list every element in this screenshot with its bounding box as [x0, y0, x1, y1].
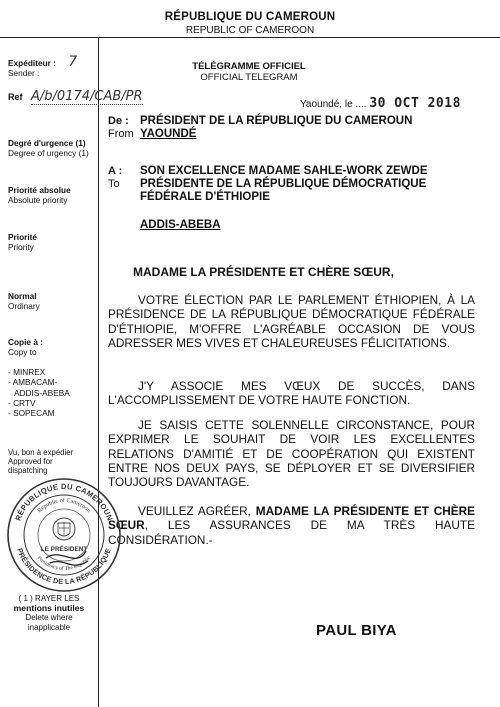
from-label-block	[108, 115, 134, 141]
header-rule	[0, 37, 500, 38]
normal-block	[8, 292, 40, 311]
normal-fr: Normal	[8, 291, 37, 301]
copy-item: - AMBACAM-	[8, 377, 58, 388]
to-label-block	[108, 165, 122, 191]
seal-inner-top: Republic of Cameroon	[36, 497, 92, 515]
to-label-fr: A :	[108, 165, 123, 177]
ref-block	[8, 89, 143, 104]
closing-start: VEUILLEZ AGRÉER,	[138, 504, 256, 518]
to-block	[140, 165, 428, 204]
normal-en: Ordinary	[8, 300, 40, 311]
footnote-line-4: inapplicable	[27, 622, 71, 632]
from-block	[140, 115, 412, 141]
urgency-block	[8, 139, 89, 158]
priority-block	[8, 233, 37, 252]
footnote	[4, 594, 94, 632]
from-label-en: From	[108, 128, 134, 140]
date-line	[300, 96, 461, 111]
sidebar-divider	[98, 37, 99, 707]
telegram-title-en: OFFICIAL TELEGRAM	[200, 72, 298, 83]
header-title-fr: RÉPUBLIQUE DU CAMEROUN	[164, 11, 336, 23]
footnote-line-3: Delete where	[25, 613, 73, 622]
priority-fr: Priorité	[8, 232, 38, 242]
to-city: ADDIS-ABEBA	[140, 219, 221, 231]
urgency-label-fr: Degré d'urgence (1)	[8, 138, 86, 148]
urgency-label-en: Degree of urgency (1)	[8, 147, 89, 158]
telegram-title-fr: TÉLÉGRAMME OFFICIEL	[192, 61, 306, 72]
footnote-line-2: mentions inutiles	[13, 602, 85, 613]
seal-outer-bottom: PRÉSIDENCE DE LA RÉPUBLIQUE	[15, 546, 113, 587]
copy-block	[8, 338, 43, 357]
absolute-priority-fr: Priorité absolue	[8, 185, 71, 195]
ref-value: A/b/0174/CAB/PR	[31, 89, 143, 104]
approved-fr: Vu, bon à expédier	[8, 448, 74, 457]
seal-center-text: LE PRÉSIDENT	[40, 546, 88, 553]
seal-outer-top: RÉPUBLIQUE DU CAMEROUN	[13, 481, 115, 523]
ref-label: Ref	[8, 92, 23, 102]
sender-value: 7	[68, 54, 78, 70]
signature-name: PAUL BIYA	[316, 622, 397, 639]
approved-en-2: dispatching	[8, 466, 48, 475]
sender-block	[8, 54, 78, 78]
closing-end: , LES ASSURANCES DE MA TRÈS HAUTE CONSIDÉRATION.-	[108, 518, 475, 547]
copy-item: - CRTV	[8, 397, 36, 408]
approved-block	[8, 448, 73, 475]
from-line-1: PRÉSIDENT DE LA RÉPUBLIQUE DU CAMEROUN	[140, 115, 413, 127]
copy-item: - SOPECAM	[8, 408, 55, 419]
paragraph-4	[108, 504, 475, 547]
header-title-en: REPUBLIC OF CAMEROON	[185, 25, 315, 36]
paragraph-3: JE SAISIS CETTE SOLENNELLE CIRCONSTANCE, POUR EXPRIMER LE SOUHAIT DE VOIR LES EXCELLENTES RELATIONS D'AMITIÉ ET DE COOPÉRATION QUI EXISTENT ENTRE NOS DEUX PAYS, SE DÉPLOYER ET SE DIVERSIFIER TOUJOURS DAVANTAGE.	[108, 418, 475, 490]
from-label-fr: De :	[108, 115, 129, 127]
to-label-en: To	[108, 178, 120, 190]
salutation: MADAME LA PRÉSIDENTE ET CHÈRE SŒUR,	[133, 265, 394, 279]
absolute-priority-en: Absolute priority	[8, 194, 68, 205]
approved-en-1: Approved for	[8, 457, 53, 466]
footnote-line-1: ( 1 ) RAYER LES	[18, 594, 80, 603]
copy-en: Copy to	[8, 346, 37, 357]
sender-label-fr: Expéditeur :	[8, 58, 56, 68]
to-line-3: FÉDÉRALE D'ÉTHIOPIE	[140, 191, 270, 203]
paragraph-2: J'Y ASSOCIE MES VŒUX DE SUCCÈS, DANS L'ACCOMPLISSEMENT DE VOTRE HAUTE FONCTION.	[108, 379, 475, 408]
copy-item: - MINREX	[8, 367, 46, 377]
date-stamp: 30 OCT 2018	[369, 96, 461, 111]
to-line-2: PRÉSIDENTE DE LA RÉPUBLIQUE DÉMOCRATIQUE	[140, 178, 427, 190]
absolute-priority-block	[8, 186, 71, 205]
seal-emblem-icon	[53, 518, 75, 540]
copy-item: ADDIS-ABEBA	[14, 387, 70, 398]
presidential-seal	[6, 477, 122, 593]
seal-inner-bottom: Presidency of The Republic	[35, 555, 93, 573]
closing-address: MADAME LA PRÉSIDENTE ET CHÈRE SŒUR	[108, 504, 476, 533]
from-line-2: YAOUNDÉ	[140, 128, 197, 140]
copy-fr: Copie à :	[8, 337, 44, 347]
paragraph-1: VOTRE ÉLECTION PAR LE PARLEMENT ÉTHIOPIEN, À LA PRÉSIDENCE DE LA RÉPUBLIQUE DÉMOCRATIQUE FÉDÉRALE D'ÉTHIOPIE, M'OFFRE L'AGRÉABLE OCCASION DE VOUS ADRESSER MES VIVES ET CHALEUREUSES FÉLICITATIONS.	[108, 293, 475, 350]
priority-en: Priority	[8, 241, 34, 252]
sender-label-en: Sender :	[8, 67, 40, 78]
to-line-1: SON EXCELLENCE MADAME SAHLE-WORK ZEWDE	[140, 165, 428, 177]
date-label: Yaoundé, le ....	[300, 99, 367, 110]
copy-list	[8, 367, 70, 418]
